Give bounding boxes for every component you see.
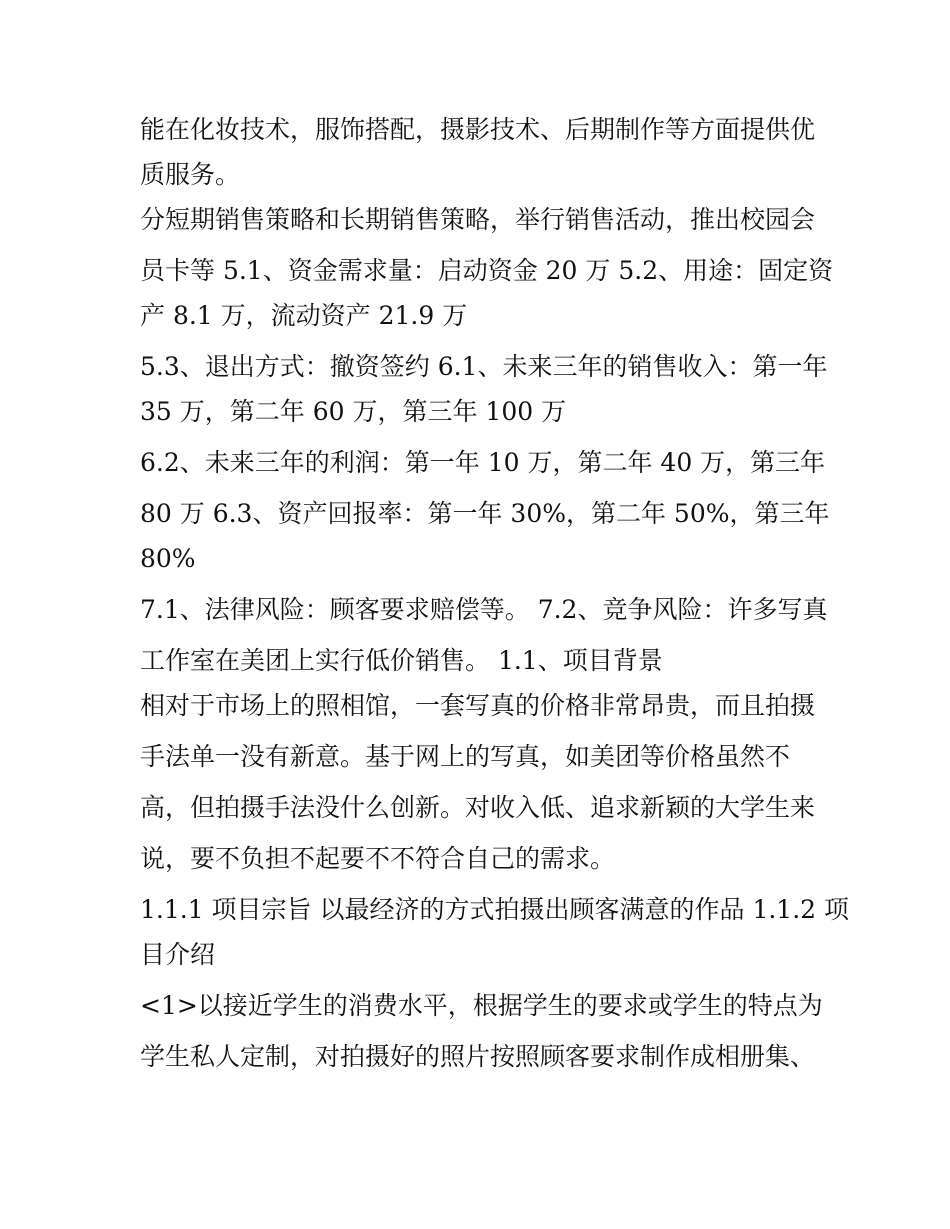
paragraph-sales-strategy [140,194,834,341]
text-line: 6.2、未来三年的利润：第一年 10 万，第二年 40 万，第三年 [140,448,826,477]
text-line: 分短期销售策略和长期销售策略，举行销售活动，推出校园会 [140,205,816,234]
paragraph-project-intro [140,980,823,1082]
paragraph-profit-return [140,437,830,584]
text-line: 能在化妆技术，服饰搭配，摄影技术、后期制作等方面提供优 [140,115,816,144]
text-line: 相对于市场上的照相馆，一套写真的价格非常昂贵，而且拍摄 [140,691,816,720]
paragraph-service [140,104,820,200]
text-line: 1.1.1 项目宗旨 以最经济的方式拍摄出顾客满意的作品 1.1.2 项 [140,895,850,924]
text-line: 手法单一没有新意。基于网上的写真，如美团等价格虽然不 [140,742,791,771]
text-line: 说，要不负担不起要不不符合自己的需求。 [140,844,616,873]
text-line: 80% [140,544,196,573]
text-line: 目介绍 [140,940,216,969]
text-line: 35 万，第二年 60 万，第三年 100 万 [140,397,567,426]
text-line: 工作室在美团上实行低价销售。 1.1、项目背景 [140,646,663,675]
text-line: 学生私人定制，对拍摄好的照片按照顾客要求制作成相册集、 [140,1042,816,1071]
text-line: 80 万 6.3、资产回报率：第一年 30%，第二年 50%，第三年 [140,499,830,528]
paragraph-background [140,680,820,884]
text-line: 质服务。 [140,160,241,189]
paragraph-risks [140,584,828,686]
text-line: 员卡等 5.1、资金需求量：启动资金 20 万 5.2、用途：固定资 [140,256,834,285]
text-line: 产 8.1 万，流动资产 21.9 万 [140,301,468,330]
text-line: 高，但拍摄手法没什么创新。对收入低、追求新颖的大学生来 [140,793,816,822]
paragraph-project-purpose [140,884,850,980]
text-line: 7.1、法律风险：顾客要求赔偿等。 7.2、竞争风险：许多写真 [140,595,828,624]
text-line: <1>以接近学生的消费水平，根据学生的要求或学生的特点为 [140,991,823,1020]
paragraph-exit-revenue [140,341,828,437]
document-body [140,104,850,1082]
text-line: 5.3、退出方式：撤资签约 6.1、未来三年的销售收入：第一年 [140,352,828,381]
